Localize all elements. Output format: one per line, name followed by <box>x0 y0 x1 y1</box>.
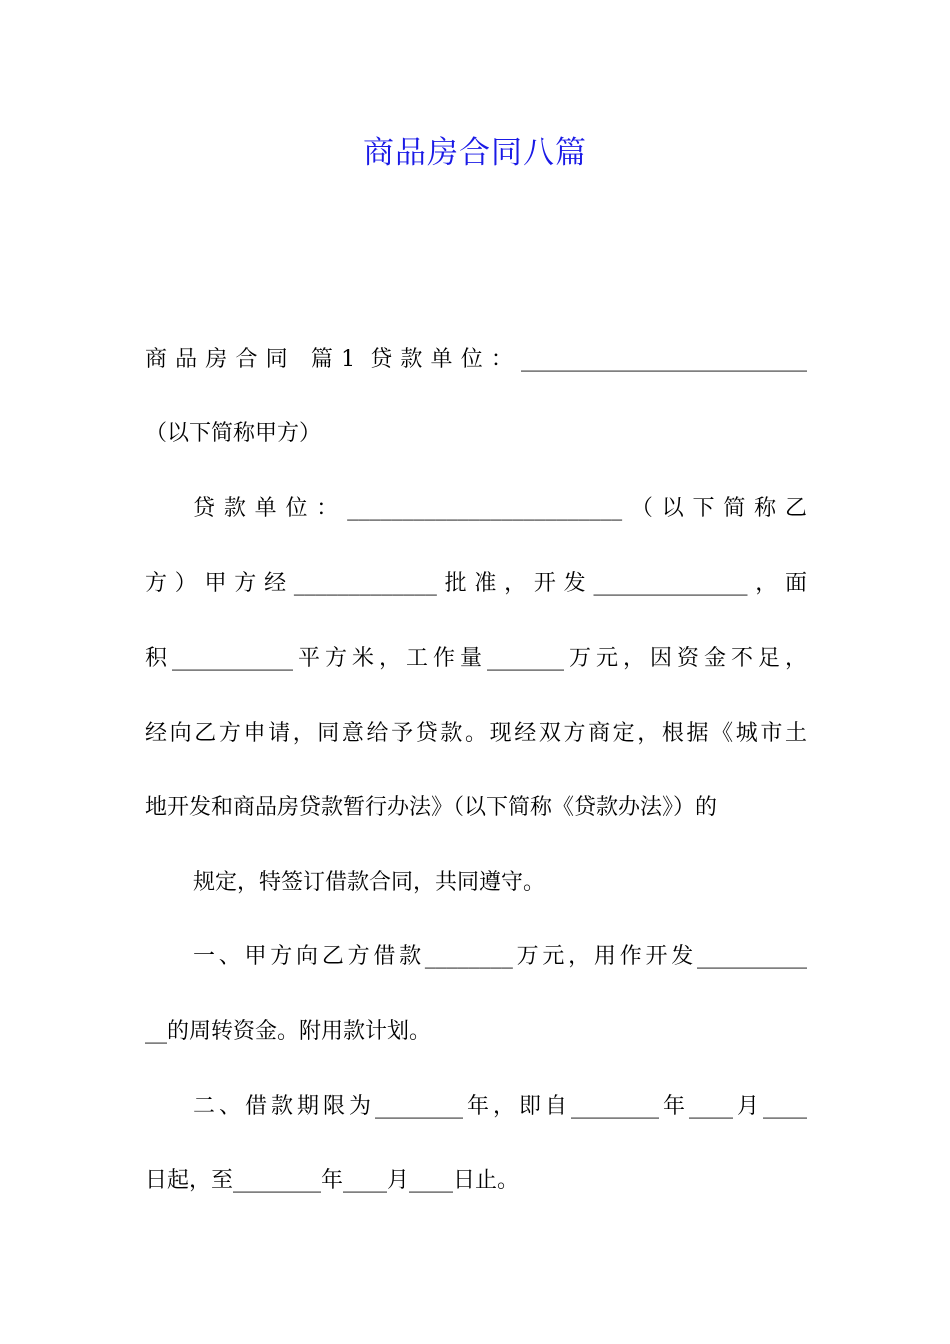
contract-line-7: 地开发和商品房贷款暂行办法》（以下简称《贷款办法》）的 <box>145 795 718 820</box>
contract-line-1: 商品房合同 篇1 贷款单位：__________________________ <box>145 347 807 372</box>
contract-line-8: 规定，特签订借款合同，共同遵守。 <box>193 870 546 895</box>
page-title: 商品房合同八篇 <box>363 135 587 171</box>
contract-line-2: （以下简称甲方） <box>145 421 322 446</box>
contract-line-11: 二、借款期限为________年，即自________年____月____ <box>193 1094 807 1119</box>
contract-line-3: 贷款单位：_________________________（以下简称乙 <box>193 496 807 521</box>
contract-line-5: 积___________平方米，工作量_______万元，因资金不足， <box>145 646 807 671</box>
contract-line-9: 一、甲方向乙方借款________万元，用作开发__________ <box>193 944 807 969</box>
contract-line-12: 日起，至________年____月____日止。 <box>145 1168 520 1193</box>
contract-line-4: 方）甲方经_____________批准，开发______________，面 <box>145 571 807 596</box>
contract-line-6: 经向乙方申请，同意给予贷款。现经双方商定，根据《城市土 <box>145 721 807 746</box>
contract-line-10: __的周转资金。附用款计划。 <box>145 1019 432 1044</box>
